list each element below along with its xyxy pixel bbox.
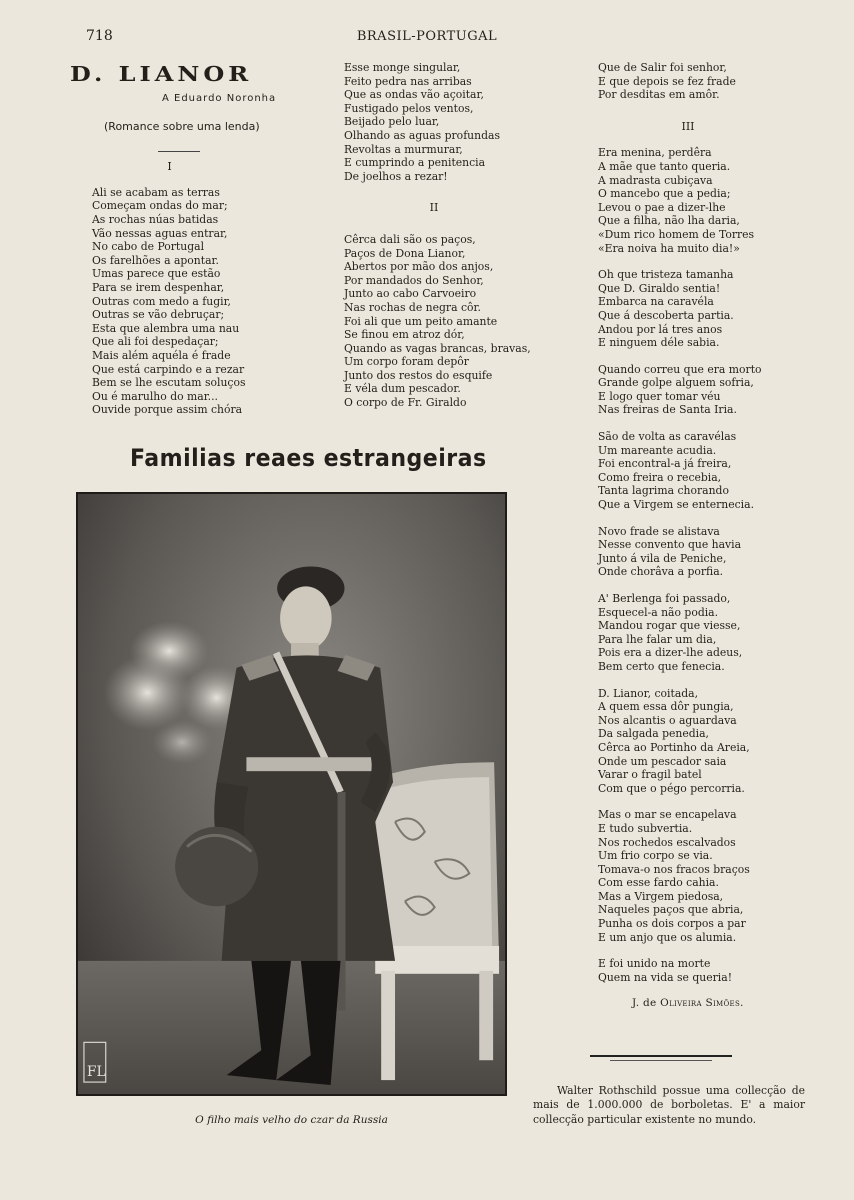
poem-line: Outras se vão debruçar; <box>92 308 225 322</box>
section-number-1: I <box>167 160 172 174</box>
poem-column-1 <box>70 60 327 430</box>
portrait-photo <box>76 492 507 1096</box>
poem-line: Junto á vila de Peniche, <box>598 551 727 565</box>
poem-dedication: A Eduardo Noronha <box>162 93 277 104</box>
poem-line: Foi encontral-a já freira, <box>598 457 732 471</box>
poem-line: Que D. Giraldo sentia! <box>598 281 721 295</box>
poem-line: Revoltas a murmurar, <box>344 142 463 156</box>
poem-line: Tomava-o nos fracos braços <box>598 862 750 876</box>
poem-line: Com esse fardo cahia. <box>598 876 719 890</box>
poem-line: Ouvide porque assim chóra <box>92 403 243 417</box>
poem-line: A' Berlenga foi passado, <box>598 592 731 605</box>
poem-line: Olhando as aguas profundas <box>344 128 500 142</box>
poem-stanzas-col1 <box>92 186 327 417</box>
poem-line: Os farelhões a apontar. <box>92 253 219 267</box>
poem-line: O mancebo que a pedia; <box>598 187 731 201</box>
poem-column-2 <box>344 61 559 423</box>
poem-line: A madrasta cubiçava <box>598 173 713 187</box>
poem-line: Bem se lhe escutam soluços <box>92 376 246 390</box>
poem-line: «Era noiva ha muito dia!» <box>598 241 740 255</box>
poem-line: Oh que tristeza tamanha <box>598 268 734 282</box>
page-header <box>0 28 854 48</box>
poem-stanza <box>598 146 803 255</box>
poem-line: Mas o mar se encapelava <box>598 808 737 822</box>
poem-line: Bem certo que fenecia. <box>598 659 725 673</box>
poem-stanza <box>598 592 803 674</box>
poem-line: Pois era a dizer-lhe adeus, <box>598 646 743 660</box>
poem-line: Um corpo foram depôr <box>344 355 469 369</box>
poem-line: Fustigado pelos ventos, <box>344 101 474 115</box>
poem-line: E foi unido na morte <box>598 957 711 971</box>
running-head: BRASIL-PORTUGAL <box>356 29 498 44</box>
poem-line: E logo quer tomar véu <box>598 389 721 403</box>
page-number: 718 <box>86 28 113 44</box>
poem-line: Cêrca dali são os paços, <box>344 232 476 246</box>
news-note <box>533 1084 805 1127</box>
poem-line: Que a Virgem se enternecia. <box>598 498 754 512</box>
poem-line: E que depois se fez frade <box>598 74 736 88</box>
photographer-monogram: FL <box>86 1064 106 1081</box>
news-note-text: Walter Rothschild possue uma collecção de mais de 1.000.000 de borboletas. E' a maior collecção particular existente no mundo. <box>533 1084 805 1126</box>
poem-line: Para lhe falar um dia, <box>598 632 717 646</box>
poem-line: Abertos por mão dos anjos, <box>344 260 494 274</box>
poem-line: Outras com medo a fugir, <box>92 294 231 308</box>
photo-caption: O filho mais velho do czar da Russia <box>195 1114 388 1126</box>
poem-line: Grande golpe alguem sofria, <box>598 376 754 390</box>
poem-line: Quando correu que era morto <box>598 362 762 376</box>
title-divider <box>158 151 200 152</box>
poem-line: Um mareante acudia. <box>598 443 717 457</box>
section-divider-thin <box>610 1060 712 1061</box>
poem-line: Com que o pégo percorria. <box>598 781 745 795</box>
poem-line: Nos rochedos escalvados <box>598 835 736 849</box>
poem-line: Que á descoberta partia. <box>598 308 734 322</box>
poem-line: Ou é marulho do mar... <box>92 389 218 403</box>
poem-line: Mas a Virgem piedosa, <box>598 889 724 903</box>
poem-stanza <box>344 61 559 183</box>
poem-line: Como freira o recebia, <box>598 470 722 484</box>
poem-line: Era menina, perdêra <box>598 146 712 160</box>
poem-line: Mais além aquéla é frade <box>92 348 231 362</box>
poem-stanza <box>598 957 803 984</box>
feature-title: Familias reaes estrangeiras <box>130 444 487 472</box>
poem-line: As rochas núas batidas <box>92 212 219 226</box>
poem-line: Vão nessas aguas entrar, <box>92 226 228 240</box>
poem-line: De joelhos a rezar! <box>344 169 448 183</box>
poem-line: Esquecel-a não podia. <box>598 605 719 619</box>
poem-line: Nas rochas de negra côr. <box>344 300 481 314</box>
poem-stanza <box>598 525 803 579</box>
poem-line: Nesse convento que havia <box>598 538 742 552</box>
poem-line: «Dum rico homem de Torres <box>598 227 755 241</box>
poem-line: Feito pedra nas arribas <box>344 74 472 88</box>
poem-line: E ninguem déle sabia. <box>598 336 720 350</box>
poem-line: O corpo de Fr. Giraldo <box>344 396 467 410</box>
poem-line: Que a filha, não lha daria, <box>598 214 740 228</box>
poem-line: E cumprindo a penitencia <box>344 156 486 170</box>
poem-stanza <box>598 808 803 944</box>
poem-subtitle: (Romance sobre uma lenda) <box>104 119 260 133</box>
poem-stanzas-col3 <box>598 146 803 984</box>
poem-line: São de volta as caravélas <box>598 430 737 444</box>
poem-line: Novo frade se alistava <box>598 524 720 538</box>
poem-line: A quem essa dôr pungia, <box>598 700 734 714</box>
poem-line: Um frio corpo se via. <box>598 849 713 863</box>
poem-title: D. LIANOR <box>70 61 253 86</box>
poem-line: Foi ali que um peito amante <box>344 314 498 328</box>
poem-line: Levou o pae a dizer-lhe <box>598 200 726 214</box>
poem-line: E véla dum pescador. <box>344 382 461 396</box>
poem-line: Ali se acabam as terras <box>92 185 220 199</box>
poem-line: Quem na vida se queria! <box>598 970 733 984</box>
poem-line: E tudo subvertia. <box>598 821 693 835</box>
poem-line: Que as ondas vão açoitar, <box>344 88 484 102</box>
poem-line: Tanta lagrima chorando <box>598 484 729 498</box>
poem-stanza <box>598 363 803 417</box>
poem-line: Umas parece que estão <box>92 267 221 281</box>
poem-line: Nos alcantis o aguardava <box>598 713 737 727</box>
section-number-2: II <box>429 201 439 215</box>
poem-line: E um anjo que os alumia. <box>598 930 737 944</box>
poem-line: Onde um pescador saia <box>598 754 727 768</box>
poem-line: Junto dos restos do esquife <box>344 368 493 382</box>
poem-stanza <box>598 268 803 350</box>
signature-initial: J. de <box>632 997 661 1010</box>
poem-line: Quando as vagas brancas, bravas, <box>344 341 531 355</box>
poem-line: Que está carpindo e a rezar <box>92 362 245 376</box>
poem-signature <box>632 997 803 1011</box>
signature-name: Oliveira Simões. <box>660 997 744 1010</box>
poem-line: Embarca na caravéla <box>598 295 714 309</box>
poem-stanza <box>92 186 327 417</box>
poem-line: No cabo de Portugal <box>92 240 205 254</box>
poem-stanza <box>598 687 803 796</box>
poem-line: Andou por lá tres anos <box>598 322 723 336</box>
poem-line: Paços de Dona Lianor, <box>344 246 466 260</box>
poem-stanza <box>344 233 559 410</box>
section-number-3: III <box>681 119 695 133</box>
poem-line: Começam ondas do mar; <box>92 199 228 213</box>
poem-line: Da salgada penedia, <box>598 727 709 741</box>
poem-line: Por desditas em amôr. <box>598 88 720 102</box>
poem-line: Mandou rogar que viesse, <box>598 619 741 633</box>
section-divider <box>590 1055 732 1057</box>
poem-line: Que ali foi despedaçar; <box>92 335 219 349</box>
poem-line: Esta que alembra uma nau <box>92 321 240 335</box>
poem-line: Por mandados do Senhor, <box>344 273 484 287</box>
poem-line: Cêrca ao Portinho da Areia, <box>598 740 750 754</box>
poem-line: Se finou em atroz dór, <box>344 328 465 342</box>
poem-stanza <box>598 61 803 102</box>
poem-line: Varar o fragil batel <box>598 768 702 782</box>
poem-line: A mãe que tanto queria. <box>598 159 731 173</box>
poem-line: Esse monge singular, <box>344 61 461 74</box>
poem-line: D. Lianor, coitada, <box>598 686 699 700</box>
poem-line: Naqueles paços que abria, <box>598 903 744 917</box>
poem-line: Que de Salir foi senhor, <box>598 61 727 74</box>
poem-column-3 <box>598 61 803 1011</box>
poem-line: Junto ao cabo Carvoeiro <box>344 287 477 301</box>
poem-line: Nas freiras de Santa Iria. <box>598 403 737 417</box>
poem-line: Onde chorâva a porfia. <box>598 565 724 579</box>
poem-line: Punha os dois corpos a par <box>598 917 746 931</box>
portrait-illustration <box>78 494 505 1094</box>
poem-line: Para se irem despenhar, <box>92 280 225 294</box>
poem-line: Beijado pelo luar, <box>344 115 440 129</box>
poem-stanza <box>598 430 803 512</box>
